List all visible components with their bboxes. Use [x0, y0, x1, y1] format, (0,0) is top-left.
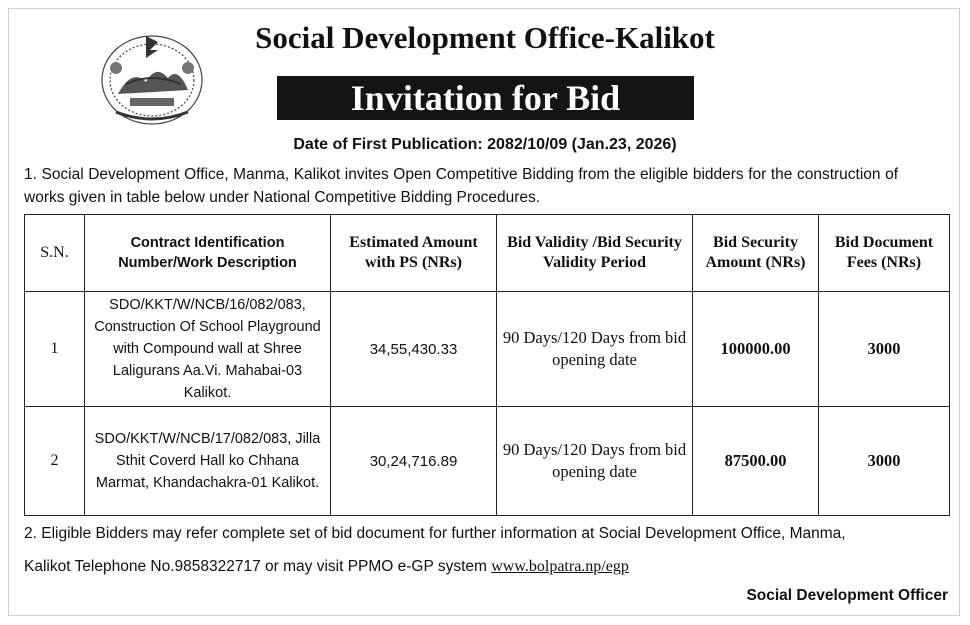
header-validity: Bid Validity /Bid Security Validity Period [497, 215, 693, 292]
row-security: 87500.00 [693, 407, 819, 516]
header-contract: Contract Identification Number/Work Description [85, 215, 331, 292]
header-fees: Bid Document Fees (NRs) [819, 215, 950, 292]
row-fees: 3000 [819, 407, 950, 516]
row-description: SDO/KKT/W/NCB/16/082/083, Construction Of School Playground with Compound wall at Shree Laligurans Aa.Vi. Mahabai-03 Kalikot. [85, 292, 331, 407]
header-security: Bid Security Amount (NRs) [693, 215, 819, 292]
header-estimated: Estimated Amount with PS (NRs) [331, 215, 497, 292]
note-2-line-2 [24, 558, 629, 576]
row-estimated: 34,55,430.33 [331, 292, 497, 407]
table-row [25, 292, 950, 407]
note-2-line-2-text: Kalikot Telephone No.9858322717 or may visit PPMO e-GP system [24, 558, 492, 575]
row-estimated: 30,24,716.89 [331, 407, 497, 516]
intro-paragraph: 1. Social Development Office, Manma, Kalikot invites Open Competitive Bidding from the eligible bidders for the construction of works given in table below under National Competitive Bidding Procedures. [24, 166, 898, 206]
table-header-row [25, 215, 950, 292]
row-validity: 90 Days/120 Days from bid opening date [497, 407, 693, 516]
row-fees: 3000 [819, 292, 950, 407]
table-row [25, 407, 950, 516]
note-2-line-1: 2. Eligible Bidders may refer complete set of bid document for further information at Social Development Office, Manma, [24, 525, 846, 542]
row-security: 100000.00 [693, 292, 819, 407]
banner-title: Invitation for Bid [277, 76, 694, 120]
office-title: Social Development Office-Kalikot [255, 20, 715, 55]
row-sn: 2 [25, 407, 85, 516]
row-description: SDO/KKT/W/NCB/17/082/083, Jilla Sthit Coverd Hall ko Chhana Marmat, Khandachakra-01 Kalikot. [85, 407, 331, 516]
publication-date: Date of First Publication: 2082/10/09 (Jan.23, 2026) [293, 136, 677, 153]
egp-link[interactable]: www.bolpatra.np/egp [491, 558, 629, 575]
row-validity: 90 Days/120 Days from bid opening date [497, 292, 693, 407]
signoff: Social Development Officer [746, 587, 948, 604]
bid-table [24, 214, 950, 516]
header-sn: S.N. [25, 215, 85, 292]
row-sn: 1 [25, 292, 85, 407]
